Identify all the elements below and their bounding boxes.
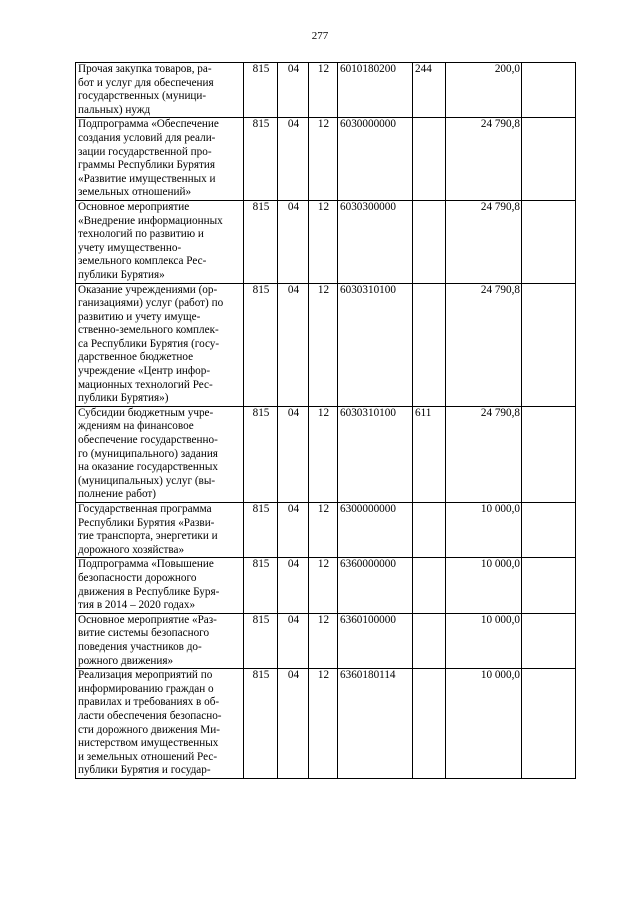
item-name-cell [76, 283, 244, 406]
ministry-code-cell: 815 [244, 200, 278, 283]
extra-cell [522, 558, 576, 613]
item-name-line: пальных) нужд [78, 103, 151, 116]
item-name-line: Подпрограмма «Повышение [78, 558, 214, 571]
item-name-line: тия в 2014 – 2020 годах» [78, 599, 196, 612]
section-code-cell: 04 [278, 558, 309, 613]
table-row [76, 558, 576, 613]
item-name-line: безопасности дорожного [78, 571, 197, 584]
item-name-line: Субсидии бюджетным учре- [78, 406, 214, 419]
item-name-line: учету имущественно- [78, 241, 182, 254]
extra-cell [522, 283, 576, 406]
amount-cell: 200,0 [446, 63, 522, 118]
item-name-line: ждениям на финансовое [78, 420, 194, 433]
item-name-line: публики Бурятия и государ- [78, 764, 211, 777]
item-name-line: дарственное бюджетное [78, 351, 194, 364]
section-code-cell: 04 [278, 613, 309, 668]
item-name-line: земельных отношений» [78, 186, 192, 199]
item-name-line: обеспечение государственно- [78, 434, 218, 447]
item-name-line: поведения участников до- [78, 640, 202, 653]
amount-cell: 24 790,8 [446, 283, 522, 406]
item-name-line: создания условий для реали- [78, 131, 216, 144]
item-name-cell [76, 406, 244, 502]
item-name-line: ласти обеспечения безопасно- [78, 709, 222, 722]
item-name-line: мационных технологий Рес- [78, 378, 213, 391]
target-article-cell: 6360180114 [338, 669, 413, 779]
amount-cell: 24 790,8 [446, 118, 522, 201]
item-name-line: Оказание учреждениями (ор- [78, 283, 218, 296]
expense-type-cell [413, 558, 446, 613]
section-code-cell: 04 [278, 503, 309, 558]
target-article-cell: 6030300000 [338, 200, 413, 283]
table-row [76, 118, 576, 201]
ministry-code-cell: 815 [244, 669, 278, 779]
item-name-line: земельного комплекса Рес- [78, 255, 207, 268]
item-name-cell [76, 613, 244, 668]
target-article-cell: 6360100000 [338, 613, 413, 668]
item-name-line: ганизациями) услуг (работ) по [78, 297, 224, 310]
item-name-cell [76, 63, 244, 118]
subsection-code-cell: 12 [309, 200, 338, 283]
target-article-cell: 6030310100 [338, 406, 413, 502]
item-name-line: публики Бурятия» [78, 268, 165, 281]
item-name-cell [76, 503, 244, 558]
expense-type-cell [413, 613, 446, 668]
item-name-line: Государственная программа [78, 503, 212, 515]
item-name-line: граммы Республики Бурятия [78, 159, 216, 172]
item-name-line: дорожного хозяйства» [78, 543, 185, 556]
amount-cell: 24 790,8 [446, 200, 522, 283]
ministry-code-cell: 815 [244, 63, 278, 118]
expense-type-cell [413, 669, 446, 779]
subsection-code-cell: 12 [309, 613, 338, 668]
extra-cell [522, 669, 576, 779]
amount-cell: 10 000,0 [446, 669, 522, 779]
item-name-line: Подпрограмма «Обеспечение [78, 118, 219, 131]
item-name-line: тие транспорта, энергетики и [78, 530, 218, 543]
target-article-cell: 6010180200 [338, 63, 413, 118]
table-row [76, 200, 576, 283]
section-code-cell: 04 [278, 283, 309, 406]
section-code-cell: 04 [278, 63, 309, 118]
amount-cell: 10 000,0 [446, 613, 522, 668]
item-name-line: витие системы безопасного [78, 627, 210, 640]
target-article-cell: 6030310100 [338, 283, 413, 406]
extra-cell [522, 118, 576, 201]
expense-type-cell: 611 [413, 406, 446, 502]
table-row [76, 63, 576, 118]
ministry-code-cell: 815 [244, 503, 278, 558]
item-name-cell [76, 558, 244, 613]
item-name-line: Реализация мероприятий по [78, 669, 213, 682]
amount-cell: 10 000,0 [446, 558, 522, 613]
item-name-line: Республики Бурятия «Разви- [78, 516, 215, 529]
table-row [76, 669, 576, 779]
target-article-cell: 6360000000 [338, 558, 413, 613]
item-name-line: технологий по развитию и [78, 228, 204, 241]
section-code-cell: 04 [278, 118, 309, 201]
ministry-code-cell: 815 [244, 406, 278, 502]
item-name-line: рожного движения» [78, 654, 174, 667]
expense-type-cell: 244 [413, 63, 446, 118]
subsection-code-cell: 12 [309, 669, 338, 779]
item-name-line: Прочая закупка товаров, ра- [78, 63, 212, 75]
item-name-line: (муниципальных) услуг (вы- [78, 474, 216, 487]
item-name-line: «Внедрение информационных [78, 214, 223, 227]
section-code-cell: 04 [278, 200, 309, 283]
table-row [76, 283, 576, 406]
item-name-line: информированию граждан о [78, 682, 214, 695]
subsection-code-cell: 12 [309, 283, 338, 406]
item-name-line: развитию и учету имуще- [78, 310, 201, 323]
amount-cell: 24 790,8 [446, 406, 522, 502]
item-name-line: са Республики Бурятия (госу- [78, 337, 220, 350]
item-name-line: и земельных отношений Рес- [78, 750, 218, 763]
extra-cell [522, 200, 576, 283]
item-name-line: на оказание государственных [78, 461, 218, 474]
item-name-line: учреждение «Центр инфор- [78, 365, 211, 378]
budget-table-body [76, 63, 576, 779]
subsection-code-cell: 12 [309, 558, 338, 613]
target-article-cell: 6300000000 [338, 503, 413, 558]
section-code-cell: 04 [278, 669, 309, 779]
subsection-code-cell: 12 [309, 118, 338, 201]
table-row [76, 503, 576, 558]
expense-type-cell [413, 200, 446, 283]
budget-table [75, 62, 576, 779]
amount-cell: 10 000,0 [446, 503, 522, 558]
item-name-line: правилах и требованиях в об- [78, 696, 220, 709]
section-code-cell: 04 [278, 406, 309, 502]
item-name-cell [76, 669, 244, 779]
item-name-line: публики Бурятия») [78, 392, 169, 405]
item-name-cell [76, 200, 244, 283]
item-name-line: нистерством имущественных [78, 737, 219, 750]
subsection-code-cell: 12 [309, 63, 338, 118]
target-article-cell: 6030000000 [338, 118, 413, 201]
item-name-line: зации государственной про- [78, 145, 212, 158]
item-name-line: государственных (муници- [78, 90, 207, 103]
subsection-code-cell: 12 [309, 503, 338, 558]
item-name-line: бот и услуг для обеспечения [78, 76, 214, 89]
table-row [76, 613, 576, 668]
subsection-code-cell: 12 [309, 406, 338, 502]
ministry-code-cell: 815 [244, 558, 278, 613]
item-name-line: «Развитие имущественных и [78, 172, 216, 185]
item-name-line: движения в Республике Буря- [78, 585, 220, 598]
ministry-code-cell: 815 [244, 118, 278, 201]
item-name-line: го (муниципального) задания [78, 447, 218, 460]
item-name-line: ственно-земельного комплек- [78, 324, 219, 337]
expense-type-cell [413, 118, 446, 201]
table-row [76, 406, 576, 502]
page-number: 277 [311, 30, 329, 42]
item-name-line: полнение работ) [78, 488, 157, 501]
extra-cell [522, 613, 576, 668]
ministry-code-cell: 815 [244, 613, 278, 668]
item-name-line: Основное мероприятие [78, 200, 190, 213]
item-name-line: сти дорожного движения Ми- [78, 723, 220, 736]
item-name-cell [76, 118, 244, 201]
extra-cell [522, 503, 576, 558]
expense-type-cell [413, 283, 446, 406]
item-name-line: Основное мероприятие «Раз- [78, 613, 217, 626]
extra-cell [522, 63, 576, 118]
expense-type-cell [413, 503, 446, 558]
extra-cell [522, 406, 576, 502]
ministry-code-cell: 815 [244, 283, 278, 406]
